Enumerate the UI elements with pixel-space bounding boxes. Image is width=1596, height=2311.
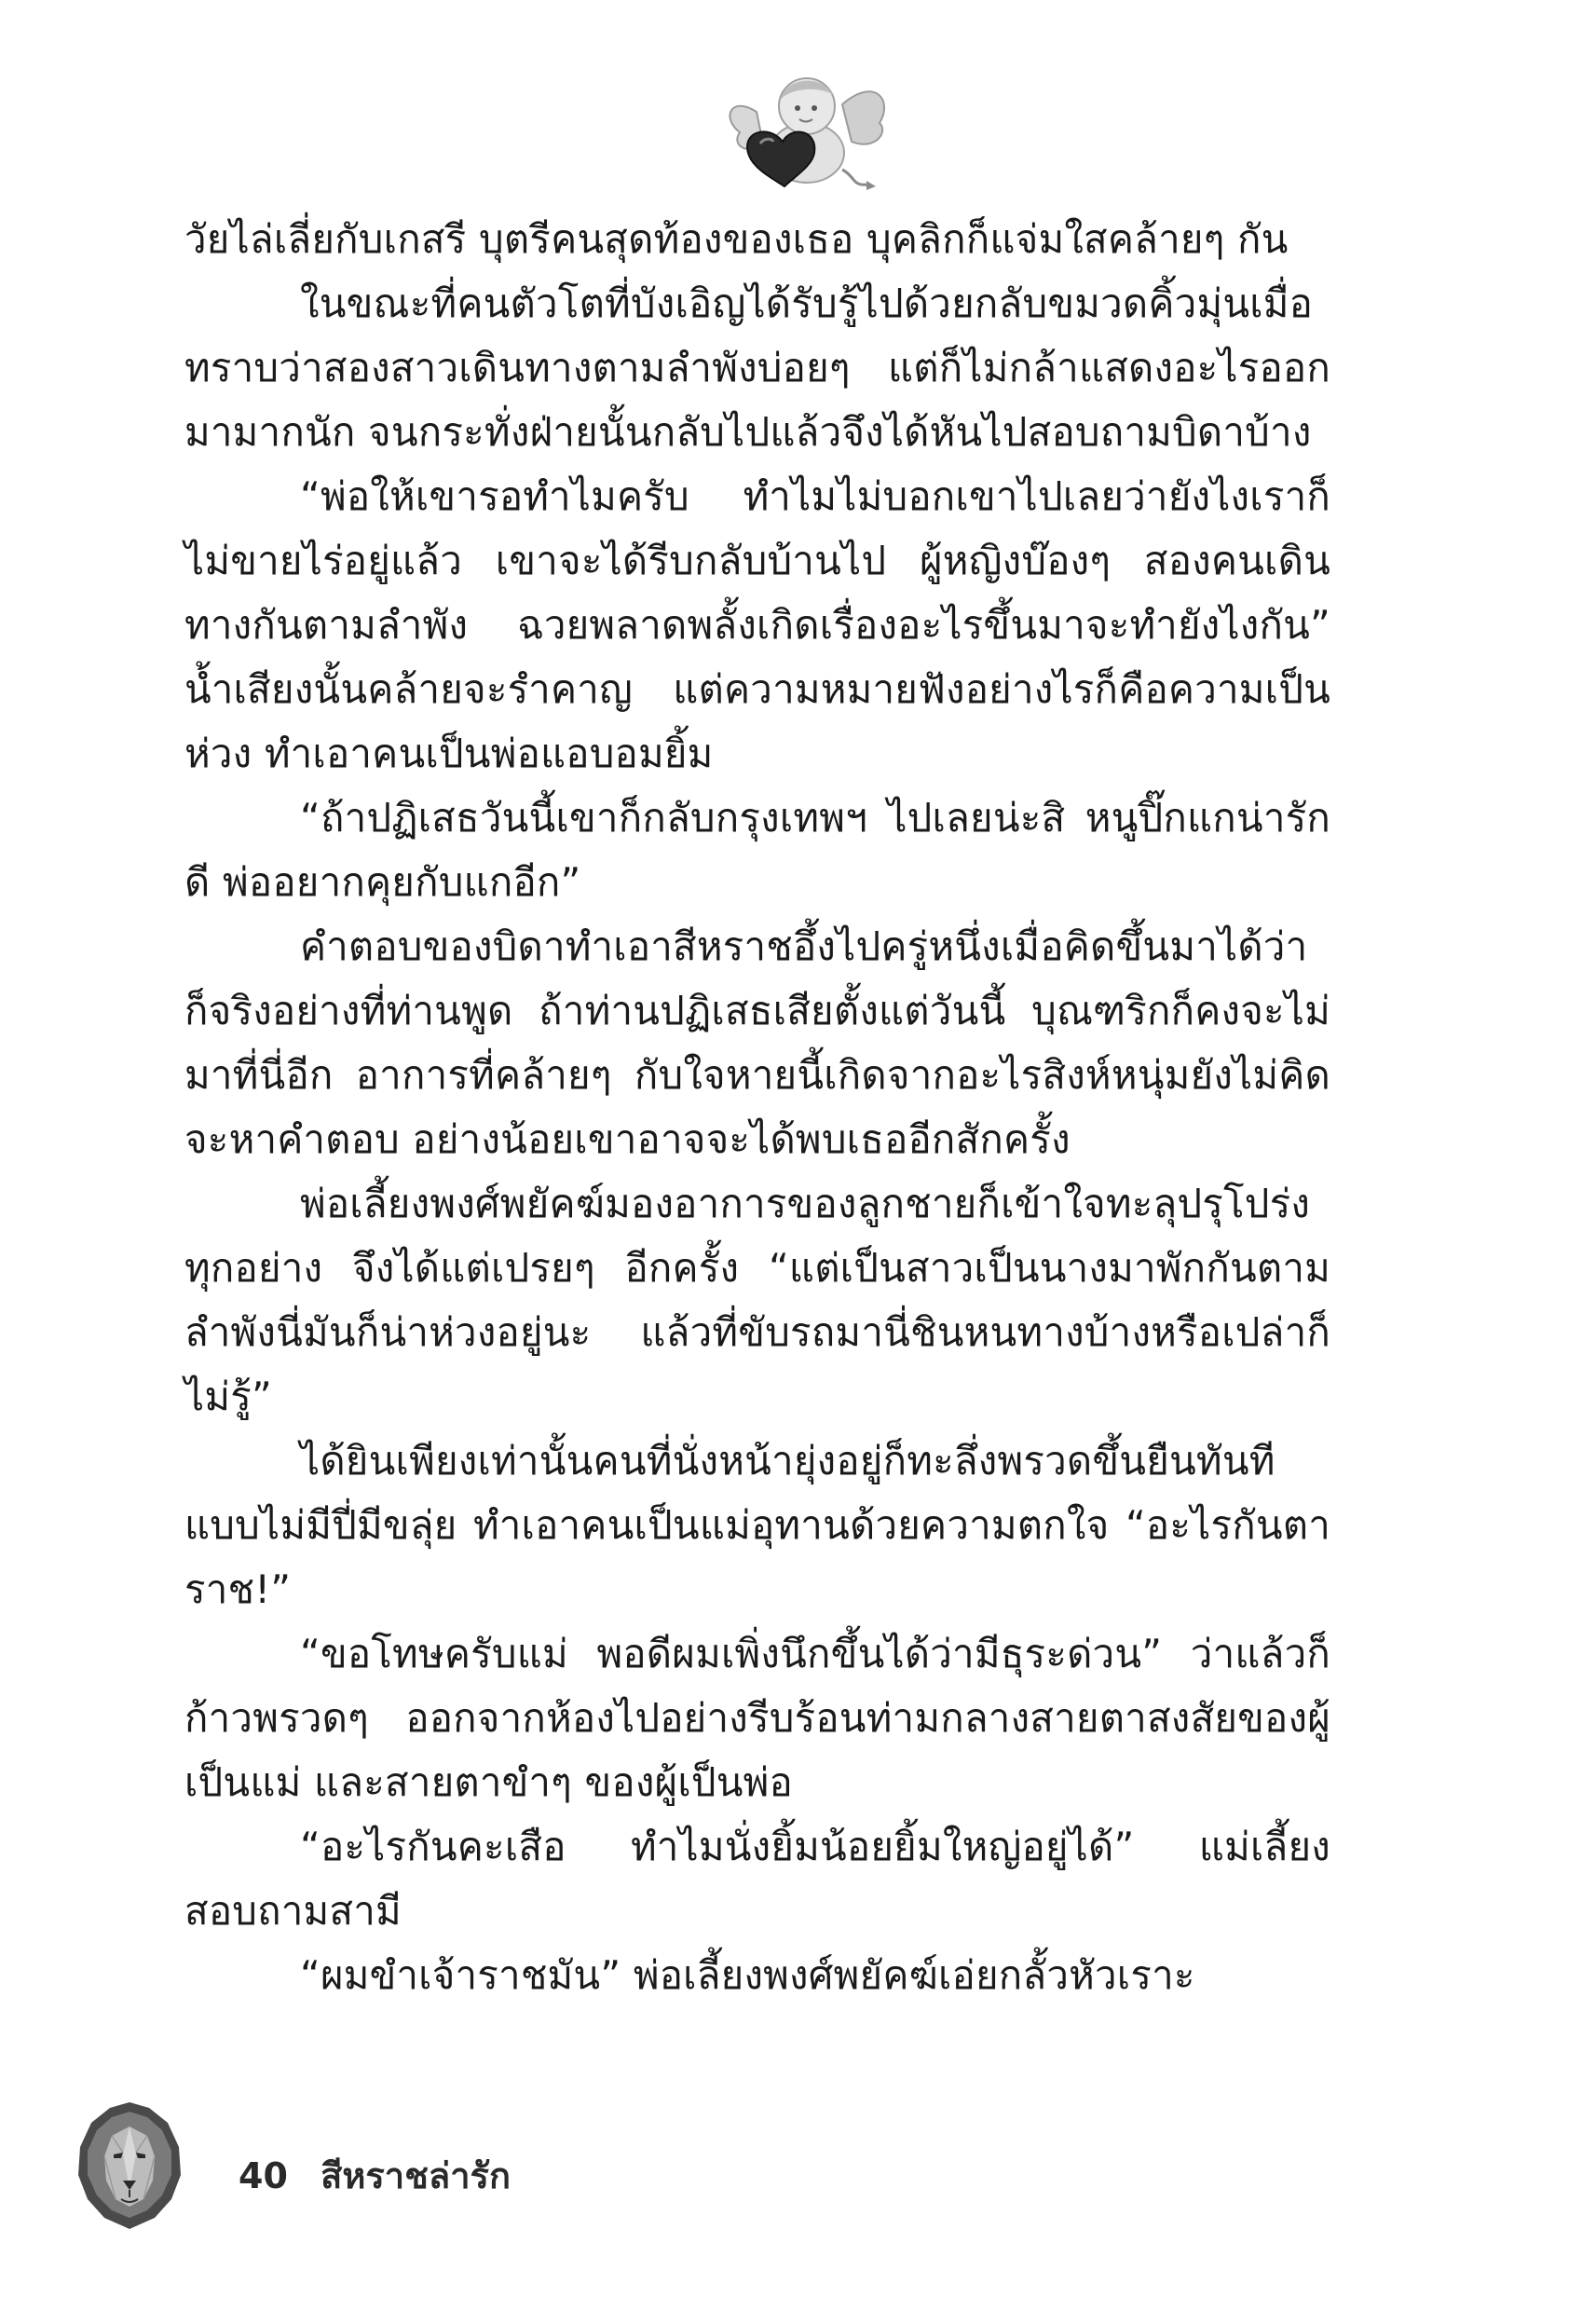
paragraph-4: “ถ้าปฏิเสธวันนี้เขาก็กลับกรุงเทพฯ ไปเลยน่ะสิ หนูปิ๊กแกน่ารักดี พ่ออยากคุยกับแกอีก” <box>184 795 1330 905</box>
cupid-with-heart-icon <box>703 67 893 193</box>
paragraph-10: “ผมขำเจ้าราชมัน” พ่อเลี้ยงพงศ์พยัคฆ์เอ่ยกลั้วหัวเราะ <box>300 1952 1195 1998</box>
paragraph-5: คำตอบของบิดาทำเอาสีหราชอึ้งไปครู่หนึ่งเมื่อคิดขึ้นมาได้ว่าก็จริงอย่างที่ท่านพูด ถ้าท่านปฏิเสธเสียตั้งแต่วันนี้ บุณฑริกก็คงจะไม่มาที่นี่อีก อาการที่คล้ายๆ กับใจหายนี้เกิดจากอะไรสิงห์หนุ่มยังไม่คิดจะหาคำตอบ อย่างน้อยเขาอาจจะได้พบเธออีกสักครั้ง <box>184 923 1330 1162</box>
page-number: 40 <box>239 2155 288 2196</box>
paragraph-7: ได้ยินเพียงเท่านั้นคนที่นั่งหน้ายุ่งอยู่ก็ทะลึ่งพรวดขึ้นยืนทันทีแบบไม่มีปี่มีขลุ่ย ทำเอาคนเป็นแม่อุทานด้วยความตกใจ “อะไรกันตาราช!” <box>184 1438 1330 1612</box>
paragraph-1: วัยไล่เลี่ยกับเกสรี บุตรีคนสุดท้องของเธอ บุคลิกก็แจ่มใสคล้ายๆ กัน <box>184 216 1289 262</box>
lion-head-icon <box>75 2099 184 2234</box>
paragraph-3: “พ่อให้เขารอทำไมครับ ทำไมไม่บอกเขาไปเลยว่ายังไงเราก็ไม่ขายไร่อยู่แล้ว เขาจะได้รีบกลับบ้านไป ผู้หญิงบ๊องๆ สองคนเดินทางกันตามลำพัง ฉวยพลาดพลั้งเกิดเรื่องอะไรขึ้นมาจะทำยังไงกัน” น้ำเสียงนั้นคล้ายจะรำคาญ แต่ความหมายฟังอย่างไรก็คือความเป็นห่วง ทำเอาคนเป็นพ่อแอบอมยิ้ม <box>184 473 1330 776</box>
paragraph-2: ในขณะที่คนตัวโตที่บังเอิญได้รับรู้ไปด้วยกลับขมวดคิ้วมุ่นเมื่อทราบว่าสองสาวเดินทางตามลำพังบ่อยๆ แต่ก็ไม่กล้าแสดงอะไรออกมามากนัก จนกระทั่งฝ่ายนั้นกลับไปแล้วจึงได้หันไปสอบถามบิดาบ้าง <box>184 280 1330 455</box>
book-title: สีหราชล่ารัก <box>321 2155 511 2196</box>
paragraph-6: พ่อเลี้ยงพงศ์พยัคฆ์มองอาการของลูกชายก็เข้าใจทะลุปรุโปร่งทุกอย่าง จึงได้แต่เปรยๆ อีกครั้ง “แต่เป็นสาวเป็นนางมาพักกันตามลำพังนี่มันก็น่าห่วงอยู่นะ แล้วที่ขับรถมานี่ชินหนทางบ้างหรือเปล่าก็ไม่รู้” <box>184 1181 1330 1419</box>
page-footer <box>239 2147 511 2204</box>
paragraph-8: “ขอโทษครับแม่ พอดีผมเพิ่งนึกขึ้นได้ว่ามีธุระด่วน” ว่าแล้วก็ก้าวพรวดๆ ออกจากห้องไปอย่างรีบร้อนท่ามกลางสายตาสงสัยของผู้เป็นแม่ และสายตาขำๆ ของผู้เป็นพ่อ <box>184 1631 1330 1805</box>
paragraph-9: “อะไรกันคะเสือ ทำไมนั่งยิ้มน้อยยิ้มใหญ่อยู่ได้” แม่เลี้ยงสอบถามสามี <box>184 1824 1330 1934</box>
body-text <box>184 207 1330 2007</box>
